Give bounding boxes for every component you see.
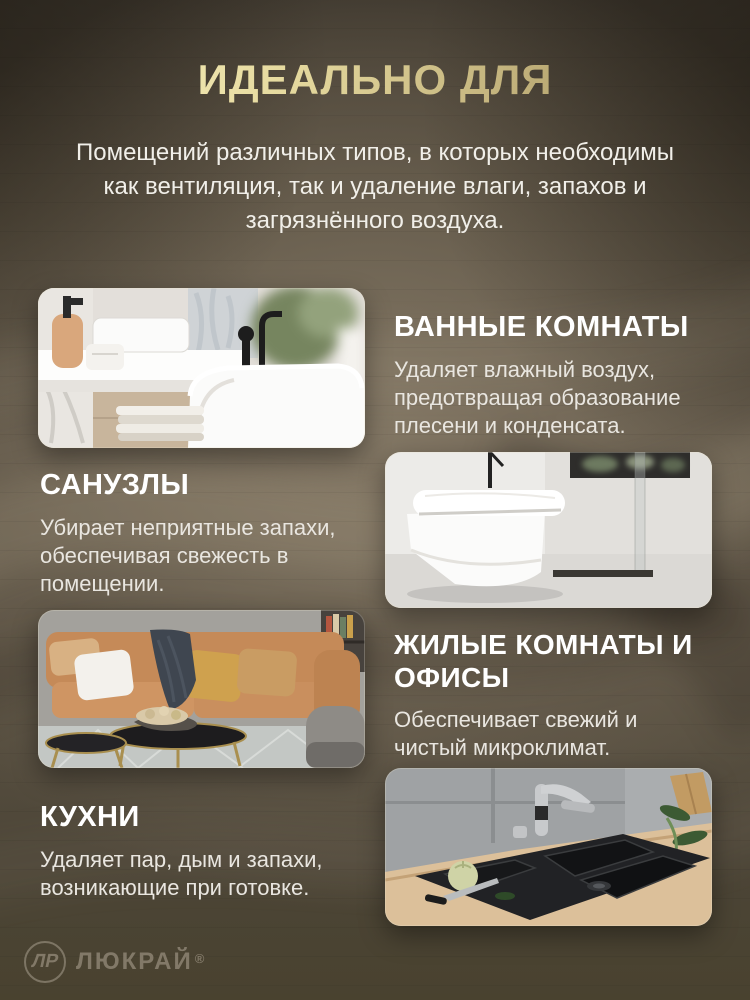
section-toilets-heading: САНУЗЛЫ <box>40 469 190 501</box>
living-room-photo <box>38 610 365 768</box>
section-bathrooms-body: Удаляет влажный воздух, предотвращая образование плесени и конденсата. <box>394 357 681 438</box>
registered-trademark-symbol: ® <box>194 950 205 966</box>
section-kitchens-heading: КУХНИ <box>40 801 140 833</box>
section-living-rooms-body: Обеспечивает свежий и чистый микроклимат. <box>394 707 638 760</box>
section-kitchens-body: Удаляет пар, дым и запахи, возникающие при готовке. <box>40 847 323 900</box>
section-bathrooms <box>394 310 706 440</box>
toilet-photo <box>385 452 712 608</box>
brand-logo <box>24 941 204 983</box>
brand-monogram: ЛР <box>29 951 61 972</box>
brand-name-wrap <box>76 948 204 976</box>
section-toilets <box>40 468 362 598</box>
section-toilets-body: Убирает неприятные запахи, обеспечивая свежесть в помещении. <box>40 515 336 596</box>
section-bathrooms-heading: ВАННЫЕ КОМНАТЫ <box>394 311 689 343</box>
kitchen-photo <box>385 768 712 926</box>
section-living-rooms-heading: ЖИЛЫЕ КОМНАТЫ И ОФИСЫ <box>394 629 693 693</box>
section-kitchens <box>40 800 362 902</box>
page-title: ИДЕАЛЬНО ДЛЯ <box>0 56 750 104</box>
section-living-rooms <box>394 628 699 762</box>
brand-logo-icon <box>24 941 66 983</box>
intro-text: Помещений различных типов, в которых необходимы как вентиляция, так и удаление влаги, запахов и загрязнённого воздуха. <box>75 139 675 234</box>
brand-name: ЛЮКРАЙ <box>76 948 193 975</box>
bathroom-photo <box>38 288 365 448</box>
